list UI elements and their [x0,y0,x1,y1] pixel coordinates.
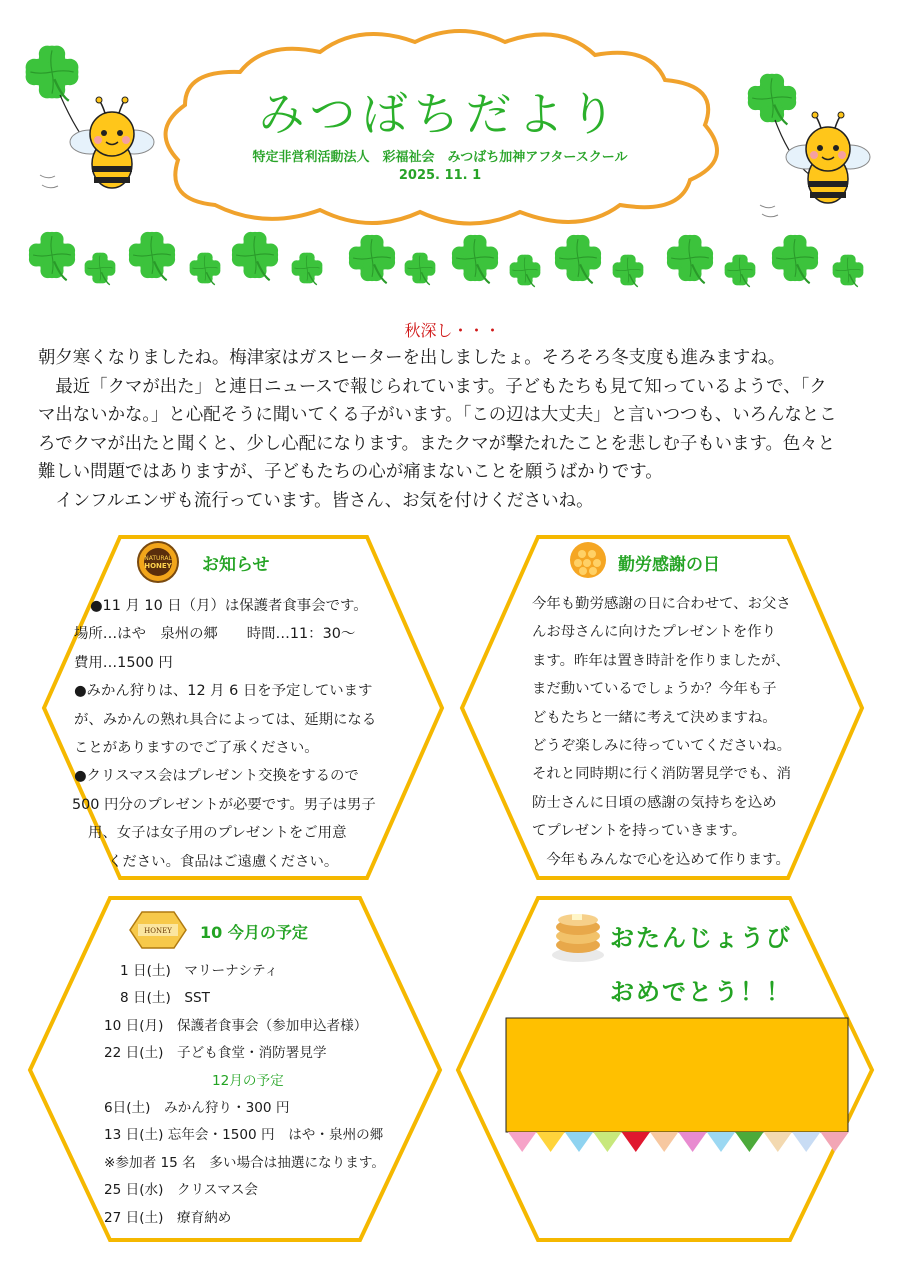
bunting-flag [707,1132,735,1152]
bunting-garland [508,1132,849,1152]
honeycomb-icon [570,542,606,578]
schedule-item: 22 日(土) 子ども食堂・消防署見学 [104,1045,327,1062]
bunting-flag [650,1132,678,1152]
intro-line: 最近「クマが出た」と連日ニュースで報じられています。子どもたちも見て知っているようで、「ク [38,376,827,397]
bunting-flag [820,1132,848,1152]
labor-line: 防士さんに日頃の感謝の気持ちを込め [532,794,777,811]
labor-line: まだ動いているでしょうか？今年も子 [532,681,777,698]
notice-line: ●11 月 10 日（月）は保護者食事会です。 [90,598,368,614]
organization-name: 特定非営利活動法人 彩福祉会 みつばち加神アフタースクール [252,150,628,165]
birthday-line2: おめでとう！！ [610,978,792,1006]
schedule-title: 10 今月の予定 [200,923,308,942]
labor-title: 勤労感謝の日 [618,555,720,575]
intro-line: 難しい問題ではありますが、子どもたちの心が痛まないことを願うばかりです。 [38,462,663,483]
intro-line: マ出ないかな。」と心配そうに聞いてくる子がいます。「この辺は大丈夫」と言いつつも、いろんなとこ [38,405,837,426]
bunting-flag [622,1132,650,1152]
intro-heading: 秋深し・・・ [404,321,501,340]
labor-line: てプレゼントを持っていきます。 [532,823,747,840]
newsletter-title: みつばちだより [258,87,622,141]
notice-line: 用、女子は女子用のプレゼントをご用意 [88,825,347,842]
notice-line: が、みかんの熟れ具合によっては、延期になる [74,711,377,728]
svg-text:HONEY: HONEY [144,562,172,570]
birthday-board [506,1018,848,1132]
labor-line: どうぞ楽しみに待っていてくださいね。 [532,738,792,755]
bunting-flag [792,1132,820,1152]
schedule-item: ※参加者 15 名 多い場合は抽選になります。 [104,1154,385,1171]
clover-border [29,232,864,287]
notice-line: 500 円分のプレゼントが必要です。男子は男子 [72,796,376,813]
december-heading: 12月の予定 [212,1072,284,1089]
labor-line: ます。昨年は置き時計を作りましたが、 [532,652,790,669]
schedule-item: 27 日(土) 療育納め [104,1209,232,1226]
bunting-flag [508,1132,536,1152]
labor-line: どもたちと一緒に考えて決めますね。 [532,709,777,726]
bunting-flag [678,1132,706,1152]
issue-date: 2025. 11. 1 [398,168,482,183]
intro-line: インフルエンザも流行っています。皆さん、お気を付けくださいね。 [38,490,594,511]
bunting-flag [565,1132,593,1152]
labor-line: んお母さんに向けたプレゼントを作り [532,624,777,641]
labor-line: 今年も勤労感謝の日に合わせて、お父さ [532,596,791,612]
svg-text:NATURAL: NATURAL [144,555,172,562]
svg-text:HONEY: HONEY [144,927,172,935]
notice-title: お知らせ [202,555,270,575]
schedule-item: 13 日(土) 忘年会・1500 円 はや・泉州の郷 [104,1127,384,1144]
notice-line: ことがありますのでご了承ください。 [74,740,319,757]
pancake-icon [552,914,604,962]
labor-line: 今年もみんなで心を込めて作ります。 [532,851,790,868]
bunting-flag [536,1132,564,1152]
labor-line: それと同時期に行く消防署見学でも、消 [532,766,792,783]
schedule-item: 8 日(土) SST [120,990,210,1007]
bunting-flag [735,1132,763,1152]
notice-line: 費用…1500 円 [74,654,173,671]
bunting-flag [764,1132,792,1152]
clover-icon [26,46,79,101]
notice-line: ください。食品はご遠慮ください。 [108,853,339,870]
notice-body [74,592,414,876]
notice-line: 場所…はや 泉州の郷 時間…11：30～ [74,626,356,643]
bunting-flag [593,1132,621,1152]
intro-line: ろでクマが出たと聞くと、少し心配になります。またクマが撃たれたことを悲しむ子もいます。色々と [38,433,836,454]
bee-icon [70,97,154,188]
bee-icon [786,112,870,203]
schedule-item: 10 日(月) 保護者食事会（参加申込者様） [104,1017,368,1034]
notice-line: ●クリスマス会はプレゼント交換をするので [74,768,359,785]
schedule-item: 6日(土) みかん狩り・300 円 [104,1100,290,1117]
birthday-line1: おたんじょうび [610,924,792,952]
schedule-body [104,958,424,1232]
honey-label-icon [130,912,186,948]
honey-badge-icon [138,542,178,582]
schedule-item: 1 日(土) マリーナシティ [120,963,279,979]
notice-line: ●みかん狩りは、12 月 6 日を予定しています [74,683,373,700]
intro-body [38,344,878,516]
clover-icon [748,74,796,125]
schedule-item: 25 日(水) クリスマス会 [104,1182,259,1199]
intro-line: 朝夕寒くなりましたね。梅津家はガスヒーターを出しましたょ。そろそろ冬支度も進みますね。 [38,348,786,368]
labor-body [532,590,832,874]
